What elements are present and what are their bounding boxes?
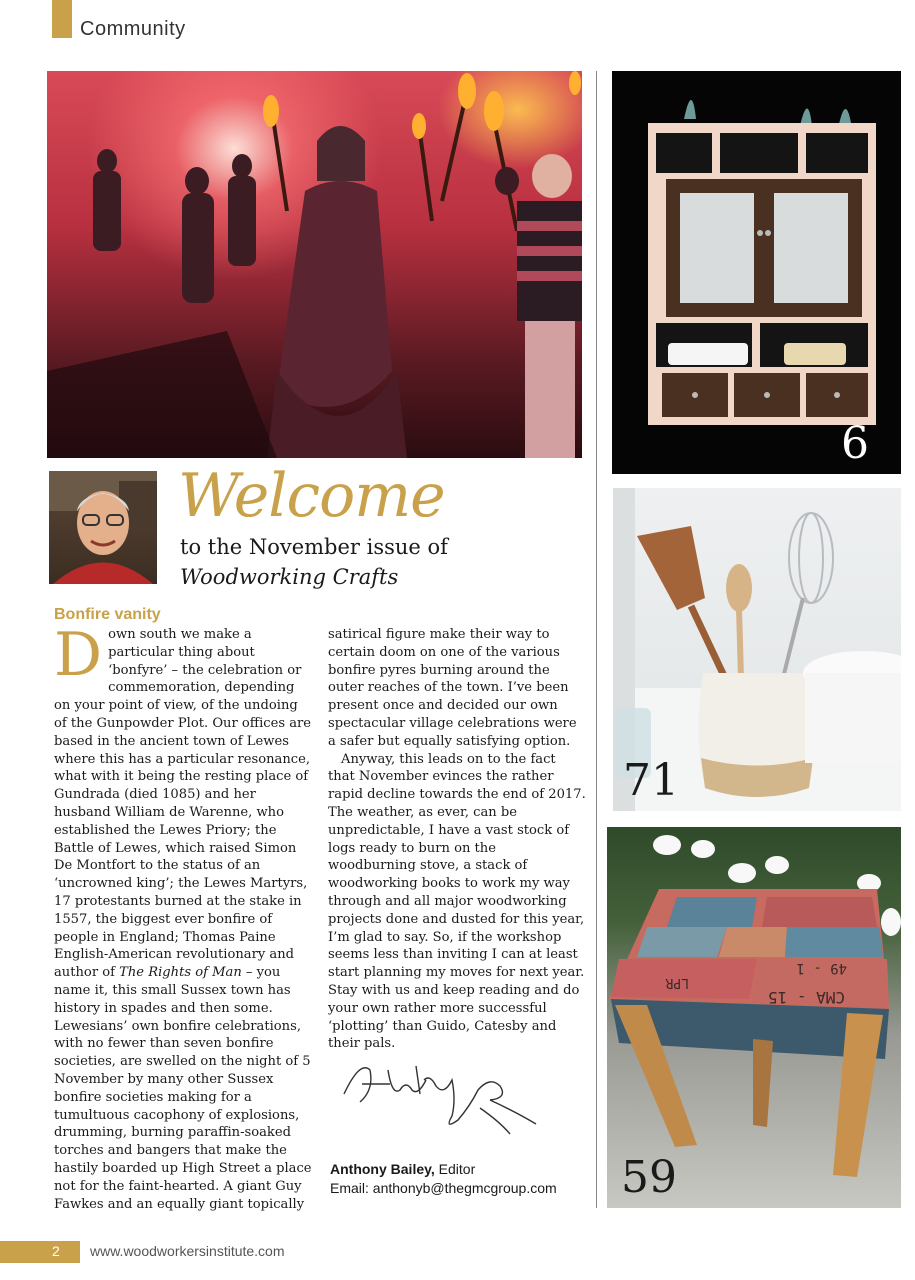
article-column-2 [328, 626, 586, 1053]
painted-stool-photo [607, 827, 901, 1208]
welcome-title: Welcome [178, 461, 445, 531]
editor-portrait [49, 471, 157, 584]
column-1-lead: own south we make a particular thing about ‘bonfyre’ – the celebration or commemoration, depending on your point of view, of the undoing of the Gunpowder Plot. Our offices are based in the ancient town of Lewes where this has a particular resonance, what with it being the resting place of Gundrada (died 1085) and her husband William de Warenne, who established the Lewes Priory; the Battle of Lewes, which raised Simon De Montfort to the status of an ‘uncrowned king’; the Lewes Martyrs, 17 protestants burned at the stake in 1557, the biggest ever bonfire of people in England; Thomas Paine English-American revolutionary and author of [54, 627, 312, 981]
editor-role: Editor [434, 1161, 476, 1177]
editor-email[interactable]: Email: anthonyb@thegmcgroup.com [330, 1180, 557, 1196]
section-color-bar [52, 0, 72, 38]
drop-cap: D [54, 620, 103, 690]
column-divider [596, 71, 597, 1208]
editor-credit [330, 1160, 557, 1198]
page-number: 2 [52, 1243, 60, 1259]
column-1-tail: – you name it, this small Sussex town has history in spades and then some. Lewesians’ own bonfire celebrations, with no fewer than seven bonfire societies, are swelled on the night of 5 November by many other Sussex bonfire societies making for a tumultuous cacophony of explosions, drumming, burning paraffin-soaked torches and bangers that make the hastily boarded up High Street a place not for the faint-hearted. A giant Guy Fawkes and an equally giant topically [54, 965, 312, 1212]
page-ref-6: 6 [841, 418, 869, 469]
column-2-paragraph-1: satirical figure make their way to certain doom on one of the various bonfire pyres burning around the outer reaches of the town. I’ve been present once and decided our own spectacular village celebrations were a safer but equally satisfying option. [328, 627, 577, 749]
column-2-paragraph-2: Anyway, this leads on to the fact that November evinces the rather rapid decline towards the end of 2017. The weather, as ever, can be unpredictable, I have a vast stock of logs ready to burn on the woodburning stove, a stack of woodworking books to work my way through and all major woodworking projects done and dusted for this year, I’m glad to say. So, if the workshop seems less than inviting I can at least start planning my moves for next year. Stay with us and keep reading and do your own rather more successful ‘plotting’ than Guido, Catesby and their pals. [328, 751, 586, 1052]
stool-illustration [607, 827, 901, 1208]
cabinet-illustration [612, 71, 901, 474]
footer-color-bar [0, 1241, 80, 1263]
stamp-text-2: 49 - 1 [796, 960, 847, 976]
stamp-text-1: LPR [665, 975, 689, 990]
bonfire-procession-photo [47, 71, 582, 458]
page-ref-71: 71 [623, 755, 679, 806]
stamp-text-3: CMA - 15 [767, 988, 845, 1007]
section-label: Community [80, 18, 186, 40]
page-ref-59: 59 [621, 1152, 677, 1203]
portrait-illustration [49, 471, 157, 584]
wall-cabinet-photo [612, 71, 901, 474]
book-title: The Rights of Man [119, 965, 242, 981]
utensil-pot-photo [613, 488, 901, 811]
editor-name: Anthony Bailey, [330, 1161, 435, 1177]
welcome-subtitle: to the November issue of [180, 535, 448, 559]
bonfire-illustration [47, 71, 582, 458]
article-heading: Bonfire vanity [54, 606, 161, 623]
magazine-title: Woodworking Crafts [180, 565, 399, 589]
footer-url[interactable]: www.woodworkersinstitute.com [90, 1243, 285, 1259]
article-column-1 [54, 620, 312, 1213]
handwritten-signature [340, 1050, 550, 1138]
